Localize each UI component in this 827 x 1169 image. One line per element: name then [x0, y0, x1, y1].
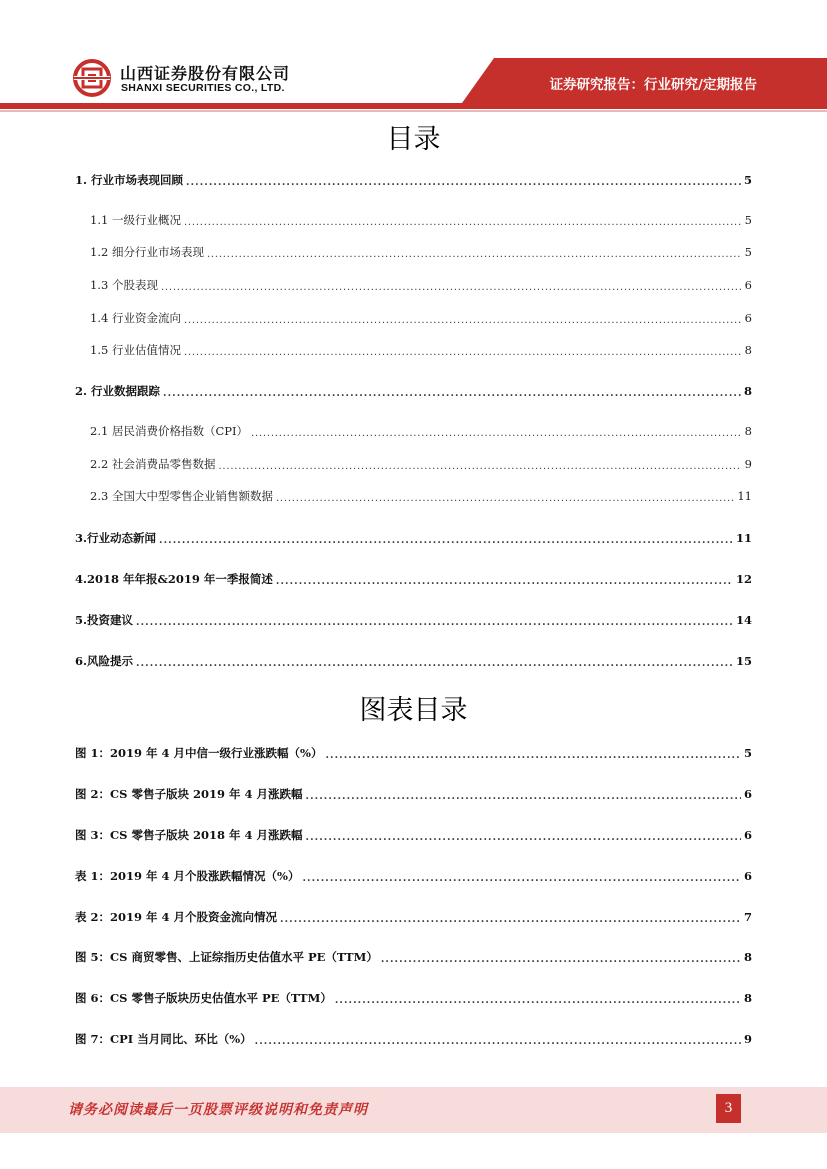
toc-entry[interactable]	[90, 310, 752, 326]
figure-entry-label: 表 2：2019 年 4 月个股资金流向情况	[75, 910, 278, 924]
company-name-en: SHANXI SECURITIES CO., LTD.	[121, 82, 285, 94]
toc-entry-page: 11	[737, 489, 752, 503]
toc-entry-label: 1. 行业市场表现回顾	[75, 173, 184, 187]
toc-leader	[276, 573, 733, 585]
figure-leader	[302, 870, 741, 882]
toc-entry[interactable]	[75, 571, 752, 587]
toc-entry[interactable]	[90, 456, 752, 472]
toc-leader	[186, 174, 741, 186]
header-divider-light	[0, 110, 827, 112]
toc-entry-label: 1.3 个股表现	[90, 278, 158, 292]
toc-entry-label: 2.2 社会消费品零售数据	[90, 457, 216, 471]
toc-entry-label: 1.5 行业估值情况	[90, 343, 181, 357]
toc-entry-label: 4.2018 年年报&2019 年一季报简述	[75, 572, 273, 586]
toc-leader	[184, 344, 742, 356]
toc-entry[interactable]	[90, 277, 752, 293]
toc-entry-label: 3.行业动态新闻	[75, 531, 157, 545]
toc-entry-label: 2. 行业数据跟踪	[75, 384, 161, 398]
toc-entry-page: 8	[744, 343, 752, 357]
figure-entry[interactable]	[75, 909, 752, 925]
toc-entry-label: 1.2 细分行业市场表现	[90, 245, 204, 259]
toc-entry-label: 1.1 一级行业概况	[90, 213, 181, 227]
toc-entry[interactable]	[90, 423, 752, 439]
figure-entry[interactable]	[75, 745, 752, 761]
figure-leader	[306, 788, 741, 800]
toc-entry[interactable]	[90, 488, 752, 504]
toc-entry-label: 2.3 全国大中型零售企业销售额数据	[90, 489, 273, 503]
toc-entry-label: 1.4 行业资金流向	[90, 311, 181, 325]
figure-entry-page: 5	[743, 746, 752, 760]
figure-entry-page: 6	[743, 787, 752, 801]
figure-leader	[325, 747, 741, 759]
header-divider	[0, 103, 827, 109]
toc-entry[interactable]	[75, 383, 752, 399]
figure-entry-label: 图 3：CS 零售子版块 2018 年 4 月涨跌幅	[75, 828, 303, 842]
toc-leader	[159, 532, 733, 544]
figure-entry[interactable]	[75, 990, 752, 1006]
figure-leader	[306, 829, 741, 841]
figure-leader	[280, 911, 741, 923]
figure-entry-label: 图 6：CS 零售子版块历史估值水平 PE（TTM）	[75, 991, 332, 1005]
toc-entry-page: 15	[735, 654, 752, 668]
toc-entry-page: 12	[735, 572, 752, 586]
figure-entry[interactable]	[75, 949, 752, 965]
toc-entry-page: 14	[735, 613, 752, 627]
toc-entry-page: 6	[744, 278, 752, 292]
toc-entry-label: 6.风险提示	[75, 654, 134, 668]
toc-title: 目录	[386, 124, 441, 155]
page-number: 3	[716, 1094, 741, 1123]
toc-entry-page: 5	[744, 213, 752, 227]
company-logo-icon	[72, 58, 112, 98]
figure-entry-label: 图 7：CPI 当月同比、环比（%）	[75, 1032, 252, 1046]
toc-entry-page: 5	[743, 173, 752, 187]
figure-entry-page: 6	[743, 869, 752, 883]
toc-leader	[251, 425, 742, 437]
figures-title: 图表目录	[359, 695, 468, 726]
figure-entry-page: 7	[743, 910, 752, 924]
toc-leader	[184, 214, 742, 226]
toc-leader	[136, 655, 733, 667]
toc-entry[interactable]	[75, 653, 752, 669]
figure-leader	[255, 1033, 741, 1045]
toc-leader	[207, 246, 742, 258]
figure-entry[interactable]	[75, 786, 752, 802]
toc-leader	[163, 385, 741, 397]
toc-leader	[184, 312, 742, 324]
toc-entry-page: 8	[743, 384, 752, 398]
toc-entry[interactable]	[75, 530, 752, 546]
report-type: 证券研究报告：行业研究/定期报告	[549, 77, 757, 93]
figure-entry-page: 6	[743, 828, 752, 842]
toc-entry[interactable]	[90, 212, 752, 228]
figure-entry-page: 9	[743, 1032, 752, 1046]
toc-entry[interactable]	[75, 172, 752, 188]
toc-entry-page: 8	[744, 424, 752, 438]
toc-leader	[136, 614, 733, 626]
toc-entry-page: 5	[744, 245, 752, 259]
figure-entry[interactable]	[75, 827, 752, 843]
toc-leader	[218, 458, 741, 470]
page-header	[0, 0, 827, 115]
toc-entry-page: 11	[735, 531, 752, 545]
figure-entry-label: 图 2：CS 零售子版块 2019 年 4 月涨跌幅	[75, 787, 303, 801]
toc-entry-page: 6	[744, 311, 752, 325]
toc-entry-label: 2.1 居民消费价格指数（CPI）	[90, 424, 249, 438]
disclaimer-note: 请务必阅读最后一页股票评级说明和免责声明	[68, 1102, 368, 1118]
toc-leader	[161, 279, 742, 291]
company-name-cn: 山西证券股份有限公司	[120, 64, 291, 83]
toc-entry[interactable]	[90, 244, 752, 260]
figure-entry[interactable]	[75, 868, 752, 884]
toc-leader	[276, 490, 734, 502]
figure-leader	[381, 951, 741, 963]
toc-entry[interactable]	[90, 342, 752, 358]
figure-entry-page: 8	[743, 950, 752, 964]
figure-entry-label: 图 1：2019 年 4 月中信一级行业涨跌幅（%）	[75, 746, 323, 760]
figure-entry-page: 8	[743, 991, 752, 1005]
figure-entry-label: 图 5：CS 商贸零售、上证综指历史估值水平 PE（TTM）	[75, 950, 378, 964]
figure-leader	[335, 992, 741, 1004]
toc-entry-label: 5.投资建议	[75, 613, 134, 627]
toc-entry-page: 9	[744, 457, 752, 471]
figure-entry-label: 表 1：2019 年 4 月个股涨跌幅情况（%）	[75, 869, 300, 883]
toc-entry[interactable]	[75, 612, 752, 628]
figure-entry[interactable]	[75, 1031, 752, 1047]
